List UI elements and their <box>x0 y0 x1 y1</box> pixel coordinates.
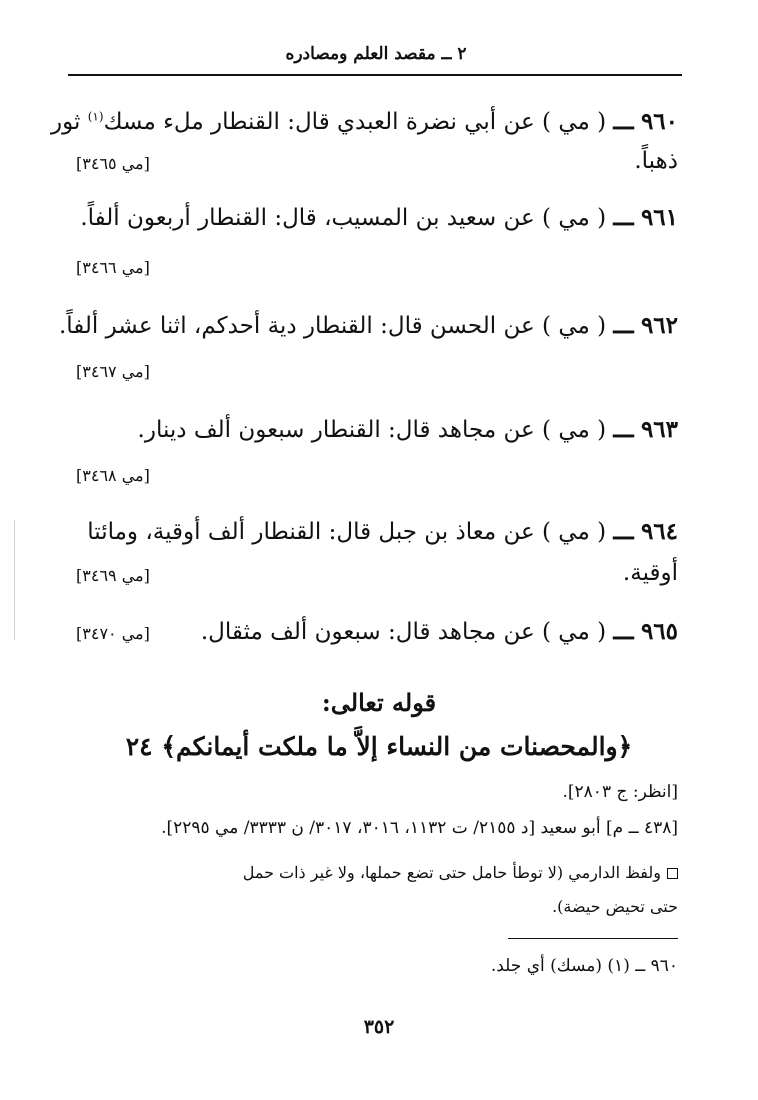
entry-number: ٩٦٣ <box>640 416 678 443</box>
darimi-note-line2: حتى تحيض حيضة). <box>552 897 678 916</box>
square-bullet-icon <box>667 868 678 879</box>
running-header: ٢ ــ مقصد العلم ومصادره <box>285 44 467 64</box>
hadith-reference: [٤٣٨ ــ م] أبو سعيد [د ٢١٥٥/ ت ١١٣٢، ٣٠١٦، ٣٠١٧/ ن ٣٣٣٣/ مي ٢٢٩٥]. <box>161 818 678 838</box>
entry-dash: ـــ <box>613 312 634 339</box>
entry-number: ٩٦١ <box>640 204 678 231</box>
entry-965-reference: [مي ٣٤٧٠] <box>76 624 150 643</box>
scan-edge-mark <box>14 520 15 640</box>
entry-961-line1 <box>80 204 678 231</box>
entry-965-line1 <box>201 618 678 645</box>
entry-961-reference: [مي ٣٤٦٦] <box>76 258 150 277</box>
entry-text: ( مي ) عن أبي نضرة العبدي قال: القنطار ملء مسك <box>103 109 607 135</box>
darimi-text-1: ولفظ الدارمي (لا توطأ حامل حتى تضع حملها، ولا غير ذات حمل <box>242 863 661 882</box>
footnote-text: ٩٦٠ ــ (١) (مسك) أي جلد. <box>490 956 678 976</box>
entry-962-reference: [مي ٣٤٦٧] <box>76 362 150 381</box>
entry-960-reference: [مي ٣٤٦٥] <box>76 154 150 173</box>
page-number: ٣٥٢ <box>363 1016 395 1038</box>
entry-text: ( مي ) عن مجاهد قال: سبعون ألف مثقال. <box>200 619 607 645</box>
footnote-mark: (١) <box>87 109 104 124</box>
entry-964-reference: [مي ٣٤٦٩] <box>76 566 150 585</box>
entry-text: ( مي ) عن معاذ بن جبل قال: القنطار ألف أوقية، ومائتا <box>87 519 607 545</box>
entry-dash: ـــ <box>613 416 634 443</box>
entry-text: ( مي ) عن الحسن قال: القنطار دية أحدكم، اثنا عشر ألفاً. <box>58 313 607 339</box>
entry-number: ٩٦٤ <box>640 518 678 545</box>
entry-dash: ـــ <box>613 618 634 645</box>
entry-number: ٩٦٥ <box>640 618 678 645</box>
entry-964-line1 <box>87 518 678 545</box>
section-heading: قوله تعالى: <box>321 688 437 717</box>
entry-962-line1 <box>59 312 678 339</box>
entry-dash: ـــ <box>613 108 634 135</box>
header-rule <box>68 74 682 76</box>
entry-963-reference: [مي ٣٤٦٨] <box>76 466 150 485</box>
entry-dash: ـــ <box>613 518 634 545</box>
entry-text-end: ثور <box>51 109 81 135</box>
entry-960-line2: ذهباً. <box>634 148 678 174</box>
entry-text: ( مي ) عن سعيد بن المسيب، قال: القنطار أربعون ألفاً. <box>80 205 607 231</box>
entry-dash: ـــ <box>613 204 634 231</box>
darimi-note-line1 <box>88 856 678 890</box>
entry-963-line1 <box>138 416 678 443</box>
entry-960-line1 <box>51 108 678 135</box>
darimi-note <box>88 856 678 924</box>
entry-text: ( مي ) عن مجاهد قال: القنطار سبعون ألف دينار. <box>137 417 607 443</box>
quran-verse-heading: ﴿والمحصنات من النساء إلاَّ ما ملكت أيمانكم﴾ ٢٤ <box>125 732 633 761</box>
entry-964-line2: أوقية. <box>622 560 678 586</box>
see-also-note: [انظر: ج ٢٨٠٣]. <box>562 782 678 802</box>
entry-number: ٩٦٢ <box>640 312 678 339</box>
entry-number: ٩٦٠ <box>640 108 678 135</box>
footnote-rule <box>508 938 678 939</box>
